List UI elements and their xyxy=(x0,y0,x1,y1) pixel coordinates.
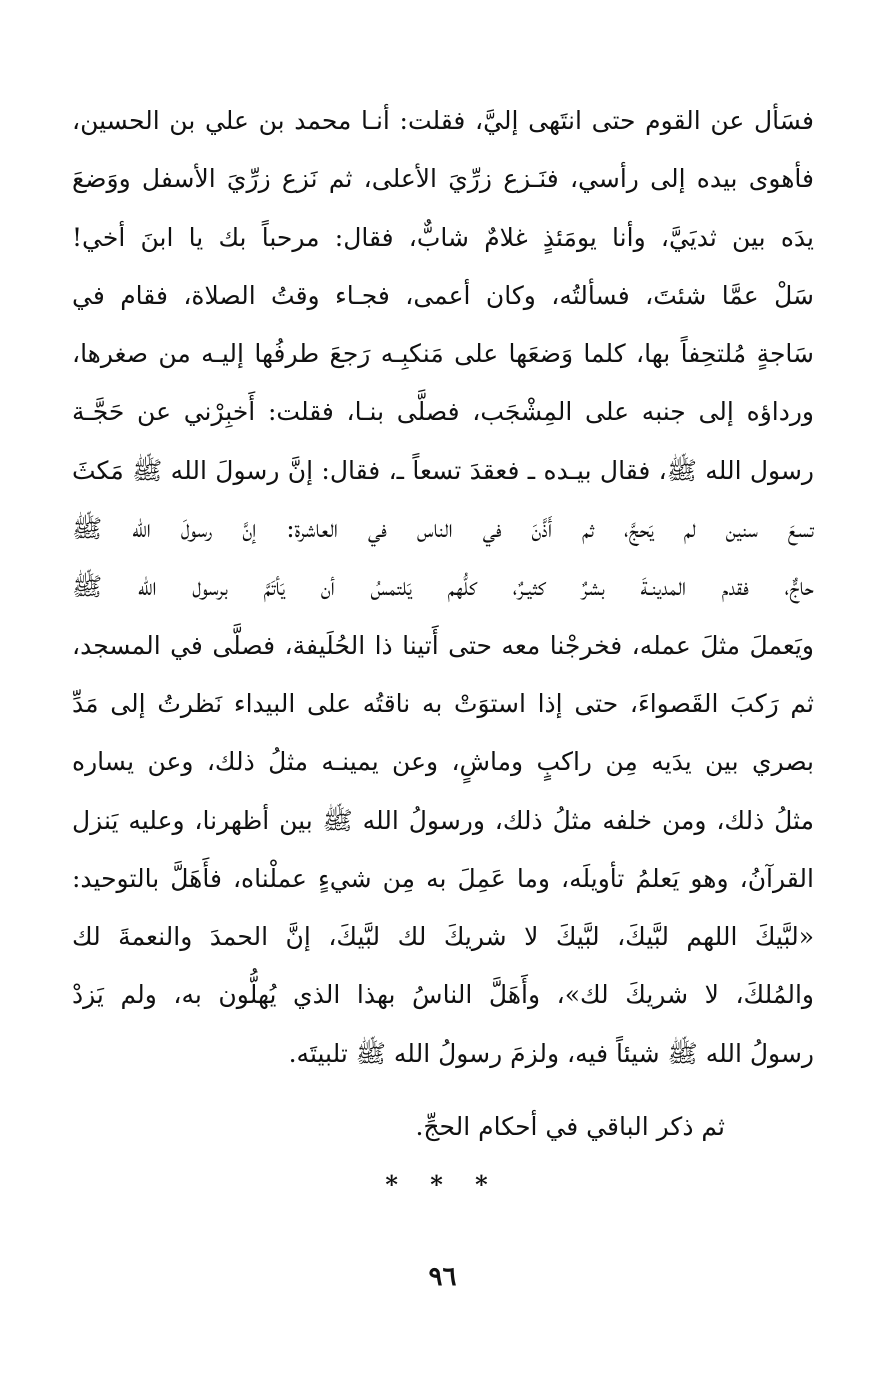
body-text xyxy=(72,92,814,1083)
text-line: ويَعملَ مثلَ عمله، فخرجْنا معه حتى أَتينا ذا الحُلَيفة، فصلَّى في المسجد، xyxy=(72,630,814,660)
text-line: بصري بين يدَيه مِن راكبٍ وماشٍ، وعن يمينـه مثلُ ذلك، وعن يساره xyxy=(72,747,814,777)
text-line: فسَأل عن القوم حتى انتَهى إليَّ، فقلت: أنـا محمد بن علي بن الحسين، xyxy=(72,106,814,135)
text-line: حاجٌّ، فقدم المدينـةَ بشرٌ كثيـرٌ، كلُّهم يَلتمسُ أن يَأتَمَّ برسول الله ﷺ xyxy=(72,572,814,602)
text-line: «لبَّيكَ اللهم لبَّيكَ، لبَّيكَ لا شريكَ لك لبَّيكَ، إنَّ الحمدَ والنعمةَ لك xyxy=(72,922,814,952)
text-line: مثلُ ذلك، ومن خلفه مثلُ ذلك، ورسولُ الله ﷺ بين أظهرنا، وعليه يَنزل xyxy=(72,805,814,835)
text-line: فأهوى بيده إلى رأسي، فنَـزع زرِّيَ الأعلى، ثم نَزع زرِّيَ الأسفل ووَضعَ xyxy=(72,164,814,194)
text-line: رسول الله ﷺ، فقال بيـده ـ فعقدَ تسعاً ـ، فقال: إنَّ رسولَ الله ﷺ مَكثَ xyxy=(72,455,814,485)
closing-sentence: ثم ذكر الباقي في أحكام الحجِّ. xyxy=(415,1112,725,1141)
text-line: سَاجةٍ مُلتحِفاً بها، كلما وَضعَها على مَنكبِـه رَجعَ طرفُها إليـه من صغرها، xyxy=(72,339,814,369)
text-line: ورداؤه إلى جنبه على المِشْجَب، فصلَّى بنـا، فقلت: أَخبِرْني عن حَجَّـة xyxy=(72,397,814,427)
text-line: تسعَ سنين لم يَحجَّ، ثم أَذَّنَ في الناس في العاشرة: إنَّ رسولَ الله ﷺ xyxy=(72,514,814,544)
section-separator: * * * xyxy=(385,1170,500,1199)
text-line-last: رسولُ الله ﷺ شيئاً فيه، ولزمَ رسولُ الله ﷺ تلبيتَه. xyxy=(288,1038,814,1068)
page-number: ٩٦ xyxy=(428,1262,457,1292)
text-line: يدَه بين ثديَيَّ، وأنا يومَئذٍ غلامٌ شابٌّ، فقال: مرحباً بك يا ابنَ أخي! xyxy=(72,222,814,252)
text-line: والمُلكَ، لا شريكَ لك»، وأَهَلَّ الناسُ بهذا الذي يُهلُّون به، ولم يَزدْ xyxy=(72,980,814,1010)
text-line: القرآنُ، وهو يَعلمُ تأويلَه، وما عَمِلَ به مِن شيءٍ عملْناه، فأَهَلَّ بالتوحيد: xyxy=(72,863,814,893)
text-line: ثم رَكبَ القَصواءَ، حتى إذا استوَتْ به ناقتُه على البيداء نَظرتُ إلى مَدِّ xyxy=(72,688,814,718)
text-line: سَلْ عمَّا شئتَ، فسألتُه، وكان أعمى، فجـاء وقتُ الصلاة، فقام في xyxy=(72,280,814,310)
